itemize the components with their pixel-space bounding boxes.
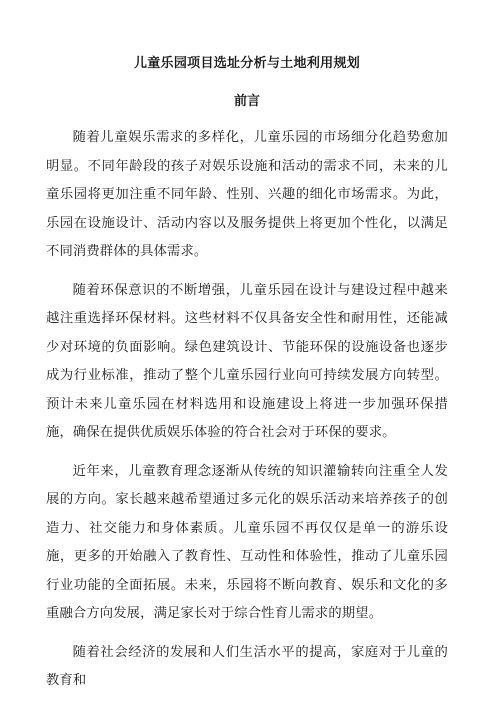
section-heading: 前言 bbox=[233, 94, 260, 109]
paragraph-2: 随着环保意识的不断增强，儿童乐园在设计与建设过程中越来越注重选择环保材料。这些材料不仅具备安全性和耐用性，还能减少对环境的负面影响。绿色建筑设计、节能环保的设施设备也逐步成为行业标准，推动了整个儿童乐园行业向可持续发展方向转型。预计未来儿童乐园在材料选用和设施建设上将进一步加强环保措施，确保在提供优质娱乐体验的符合社会对于环保的要求。 bbox=[46, 282, 448, 440]
paragraph-1: 随着儿童娱乐需求的多样化，儿童乐园的市场细分化趋势愈加明显。不同年龄段的孩子对娱乐设施和活动的需求不同，未来的儿童乐园将更加注重不同年龄、性别、兴趣的细化市场需求。为此，乐园在设施设计、活动内容以及服务提供上将更加个性化，以满足不同消费群体的具体需求。 bbox=[46, 130, 448, 259]
document-title: 儿童乐园项目选址分析与土地利用规划 bbox=[133, 56, 361, 71]
paragraph-4: 随着社会经济的发展和人们生活水平的提高，家庭对于儿童的教育和 bbox=[46, 644, 448, 688]
paragraph-3: 近年来，儿童教育理念逐渐从传统的知识灌输转向注重全人发展的方向。家长越来越希望通过多元化的娱乐活动来培养孩子的创造力、社交能力和身体素质。儿童乐园不再仅仅是单一的游乐设施，更多的开始融入了教育性、互动性和体验性，推动了儿童乐园行业功能的全面拓展。未来，乐园将不断向教育、娱乐和文化的多重融合方向发展，满足家长对于综合性育儿需求的期望。 bbox=[46, 463, 448, 621]
body-text bbox=[46, 124, 448, 696]
